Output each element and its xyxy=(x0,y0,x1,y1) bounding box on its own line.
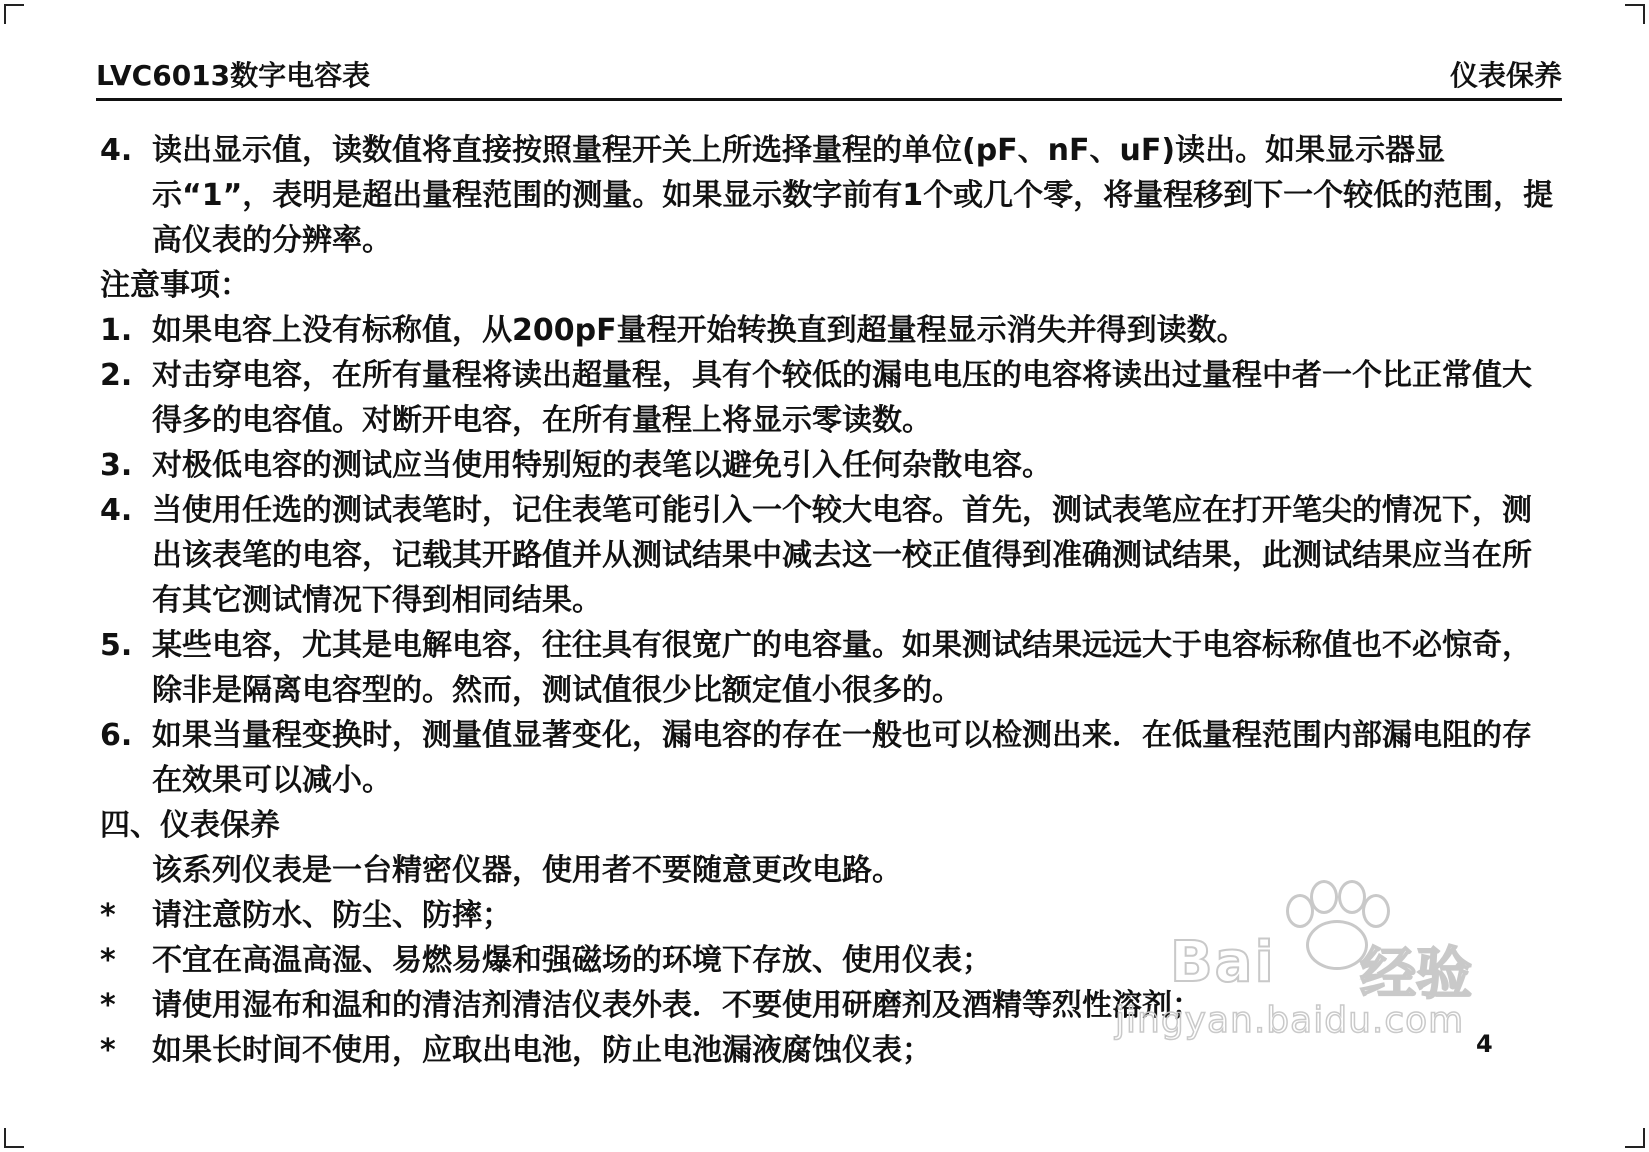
bullet-text: 请注意防水、防尘、防摔； xyxy=(152,898,512,933)
notes-heading: 注意事项： xyxy=(100,268,250,303)
note-item-number: 4. xyxy=(100,493,133,528)
reading-step-text: 读出显示值，读数值将直接按照量程开关上所选择量程的单位(pF、nF、uF)读出。如果显示器显示“1”，表明是超出量程范围的测量。如果显示数字前有1个或几个零，将量程移到下一个较低的范围，提高仪表的分辨率。 xyxy=(152,133,1554,258)
crop-mark-bottom-right xyxy=(1625,1128,1645,1148)
note-item-text: 某些电容，尤其是电解电容，往往具有很宽广的电容量。如果测试结果远远大于电容标称值也不必惊奇，除非是隔离电容型的。然而，测试值很少比额定值小很多的。 xyxy=(152,628,1532,708)
bullet-text: 如果长时间不使用，应取出电池，防止电池漏液腐蚀仪表； xyxy=(152,1033,932,1068)
watermark-brand-right: 经验 xyxy=(1360,942,1472,1007)
note-item xyxy=(100,308,1560,353)
note-item-text: 如果当量程变换时，测量值显著变化，漏电容的存在一般也可以检测出来．在低量程范围内部漏电阻的存在效果可以减小。 xyxy=(152,718,1532,798)
note-item xyxy=(100,623,1560,713)
header-title: LVC6013数字电容表 xyxy=(96,59,371,92)
note-item-text: 当使用任选的测试表笔时，记住表笔可能引入一个较大电容。首先，测试表笔应在打开笔尖的情况下，测出该表笔的电容，记载其开路值并从测试结果中减去这一校正值得到准确测试结果，此测试结果应当在所有其它测试情况下得到相同结果。 xyxy=(152,493,1532,618)
note-item-number: 6. xyxy=(100,718,133,753)
note-item-number: 3. xyxy=(100,448,133,483)
reading-step-number: 4. xyxy=(100,133,133,168)
bullet-mark: * xyxy=(100,898,116,933)
maintenance-bullet xyxy=(100,1028,1560,1073)
page-header xyxy=(96,58,1562,101)
bullet-mark: * xyxy=(100,943,116,978)
crop-mark-top-left xyxy=(4,4,24,24)
note-item xyxy=(100,353,1560,443)
bullet-mark: * xyxy=(100,988,116,1023)
note-item xyxy=(100,488,1560,623)
page-number: 4 xyxy=(1476,1030,1493,1058)
note-item-number: 1. xyxy=(100,313,133,348)
note-item-number: 5. xyxy=(100,628,133,663)
reading-step xyxy=(100,128,1560,263)
header-section: 仪表保养 xyxy=(1449,59,1562,92)
maintenance-bullet xyxy=(100,893,1560,938)
crop-mark-bottom-left xyxy=(4,1128,24,1148)
note-item xyxy=(100,713,1560,803)
maintenance-intro: 该系列仪表是一台精密仪器，使用者不要随意更改电路。 xyxy=(152,853,902,888)
note-item-text: 对极低电容的测试应当使用特别短的表笔以避免引入任何杂散电容。 xyxy=(152,448,1052,483)
bullet-mark: * xyxy=(100,1033,116,1068)
note-item-text: 对击穿电容，在所有量程将读出超量程，具有个较低的漏电电压的电容将读出过量程中者一个比正常值大得多的电容值。对断开电容，在所有量程上将显示零读数。 xyxy=(152,358,1532,438)
maintenance-bullet xyxy=(100,938,1560,983)
note-item-text: 如果电容上没有标称值，从200pF量程开始转换直到超量程显示消失并得到读数。 xyxy=(152,313,1247,348)
watermark-brand-left: Bai xyxy=(1170,930,1276,995)
page-content xyxy=(100,128,1560,1073)
note-item-number: 2. xyxy=(100,358,133,393)
note-item xyxy=(100,443,1560,488)
maintenance-bullet xyxy=(100,983,1560,1028)
crop-mark-top-right xyxy=(1625,4,1645,24)
watermark-url: jingyan.baidu.com xyxy=(1115,1000,1465,1041)
bullet-text: 不宜在高温高湿、易燃易爆和强磁场的环境下存放、使用仪表； xyxy=(152,943,992,978)
maintenance-heading: 四、仪表保养 xyxy=(100,808,280,843)
bullet-text: 请使用湿布和温和的清洁剂清洁仪表外表．不要使用研磨剂及酒精等烈性溶剂； xyxy=(152,988,1202,1023)
